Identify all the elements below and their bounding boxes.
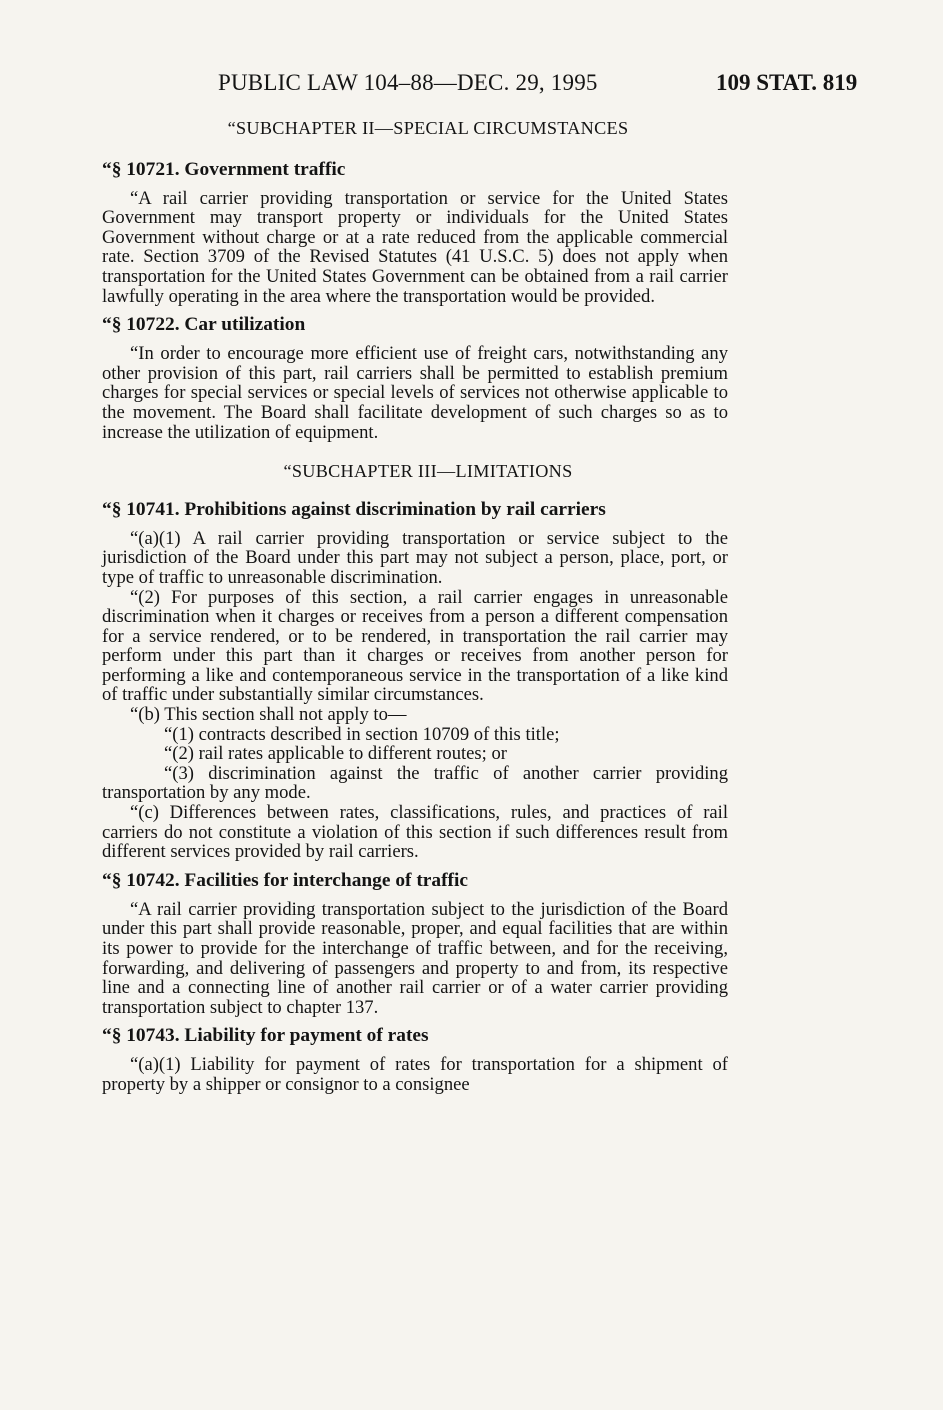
section-heading-10743: “§ 10743. Liability for payment of rates bbox=[102, 1025, 429, 1047]
section-heading-10722: “§ 10722. Car utilization bbox=[102, 314, 306, 336]
section-item-10741-b1: “(1) contracts described in section 10709 of this title; bbox=[164, 723, 560, 745]
section-text-10721: “A rail carrier providing transportation or service for the United States Government may transport property or individuals for the United States Government without charge or at a rate reduced from the applicable commercial rate. Section 3709 of the Revised Statutes (41 U.S.C. 5) does not apply when transportation for the United States Government can be obtained from a rail carrier lawfully operating in the area where the transportation would be provided. bbox=[102, 187, 728, 307]
page-number: 109 STAT. 819 bbox=[716, 70, 858, 95]
running-header: PUBLIC LAW 104–88—DEC. 29, 1995 bbox=[218, 70, 598, 95]
section-text-10722: “In order to encourage more efficient use of freight cars, notwithstanding any other provision of this part, rail carriers shall be permitted to establish premium charges for special services or special levels of services not otherwise applicable to the movement. The Board shall facilitate development of such charges so as to increase the utilization of equipment. bbox=[102, 343, 728, 443]
section-text-10743: “(a)(1) Liability for payment of rates for transportation for a shipment of property by a shipper or consignor to a consignee bbox=[102, 1054, 728, 1095]
subchapter-heading: “SUBCHAPTER II—SPECIAL CIRCUMSTANCES bbox=[227, 118, 629, 138]
section-heading-10742: “§ 10742. Facilities for interchange of traffic bbox=[102, 869, 468, 891]
section-heading-10741: “§ 10741. Prohibitions against discrimination by rail carriers bbox=[102, 498, 606, 520]
section-text-10741-a1: “(a)(1) A rail carrier providing transportation or service subject to the jurisdiction of the Board under this part may not subject a person, place, port, or type of traffic to unreasonable discrimination. bbox=[102, 527, 728, 588]
section-item-10741-b3: “(3) discrimination against the traffic of another carrier providing transportation by any mode. bbox=[102, 762, 728, 804]
page-body bbox=[102, 119, 728, 1095]
subchapter-heading: “SUBCHAPTER III—LIMITATIONS bbox=[283, 461, 573, 482]
section-text-10741-c: “(c) Differences between rates, classifications, rules, and practices of rail carriers do not constitute a violation of this section if such differences result from different services provided by rail carriers. bbox=[102, 802, 728, 863]
section-item-10741-b2: “(2) rail rates applicable to different routes; or bbox=[164, 743, 507, 765]
section-text-10742: “A rail carrier providing transportation subject to the jurisdiction of the Board under this part shall provide reasonable, proper, and equal facilities that are within its power to provide for the interchange of traffic between, and for the receiving, forwarding, and delivering of passengers and property to and from, its respective line and a connecting line of another rail carrier or of a water carrier providing transportation subject to chapter 137. bbox=[102, 898, 728, 1018]
section-heading-10721: “§ 10721. Government traffic bbox=[102, 158, 346, 180]
section-text-10741-a2: “(2) For purposes of this section, a rail carrier engages in unreasonable discrimination when it charges or receives from a person a different compensation for a service rendered, or to be rendered, in transportation the rail carrier may perform under this part than it charges or receives from another person for performing a like and contemporaneous service in the transportation of a like kind of traffic under substantially similar circumstances. bbox=[102, 586, 728, 706]
section-text-10741-b: “(b) This section shall not apply to— bbox=[130, 704, 407, 726]
